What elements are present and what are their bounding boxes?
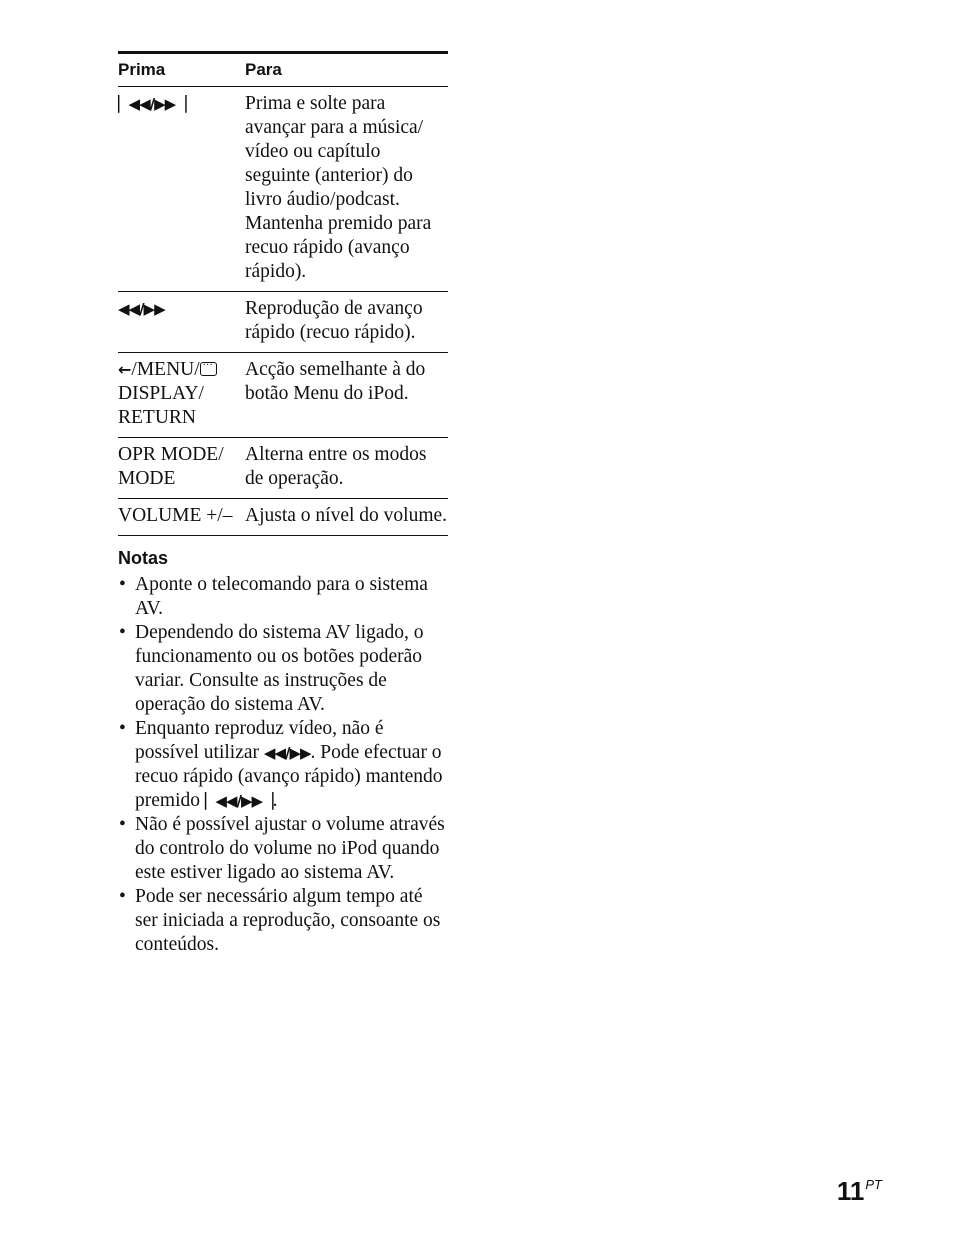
notes-heading: Notas — [118, 548, 169, 568]
button-cell — [118, 87, 245, 292]
page-number-value: 11 — [836, 1176, 865, 1206]
rewind-fastforward-icon: ◀◀/▶▶ — [118, 300, 165, 318]
list-item: • Pode ser necessário algum tempo até ser iniciada a reprodução, consoante os conteúdos. — [118, 885, 448, 957]
page-language-suffix: PT — [865, 1177, 882, 1192]
description-cell: Prima e solte para avançar para a música/ vídeo ou capítulo seguinte (anterior) do livro áudio/podcast. Mantenha premido para recuo rápido (avanço rápido). — [245, 87, 448, 292]
list-item: • Não é possível ajustar o volume através do controlo do volume no iPod quando este estiver ligado ao sistema AV. — [118, 813, 448, 885]
description-cell: Ajusta o nível do volume. — [245, 505, 448, 526]
page-number — [837, 1176, 882, 1207]
description-cell: Reprodução de avanço rápido (recuo rápido). — [245, 292, 448, 353]
header-prima: Prima — [118, 53, 245, 87]
button-cell — [118, 292, 245, 353]
header-para: Para — [245, 53, 448, 87]
button-cell: OPR MODE/ MODE — [118, 438, 245, 499]
skip-prev-next-icon: ▏◀◀/▶▶▕ — [118, 95, 186, 113]
display-icon — [200, 362, 217, 376]
table-header-row — [118, 53, 448, 87]
display-return-label: DISPLAY/ RETURN — [118, 383, 204, 428]
note-text-part: Enquanto reproduz vídeo, não é possível utilizar — [135, 718, 384, 763]
list-item: • Aponte o telecomando para o sistema AV. — [118, 573, 448, 621]
skip-prev-next-icon: ▏◀◀/▶▶▕ — [204, 792, 273, 810]
rewind-fastforward-icon: ◀◀/▶▶ — [263, 744, 311, 762]
list-item — [118, 717, 448, 813]
menu-label: /MENU/ — [131, 359, 200, 380]
notes-list — [118, 573, 448, 957]
operations-table — [118, 51, 448, 536]
note-text-part: . — [272, 790, 278, 811]
description-cell: Alterna entre os modos de operação. — [245, 438, 448, 499]
button-cell: VOLUME +/– — [118, 505, 233, 526]
button-cell — [118, 353, 245, 438]
table-row — [118, 292, 448, 353]
table-row — [118, 353, 448, 438]
list-item: • Dependendo do sistema AV ligado, o funcionamento ou os botões poderão variar. Consulte as instruções de operação do sistema AV. — [118, 621, 448, 717]
back-arrow-icon: ← — [118, 360, 132, 379]
table-row — [118, 499, 448, 536]
note-text-part: . Pode efectuar o recuo rápido (avanço rápido) mantendo premido — [135, 742, 443, 811]
description-cell: Acção semelhante à do botão Menu do iPod. — [245, 353, 448, 438]
table-row — [118, 87, 448, 292]
table-row — [118, 438, 448, 499]
page-content — [118, 51, 448, 957]
